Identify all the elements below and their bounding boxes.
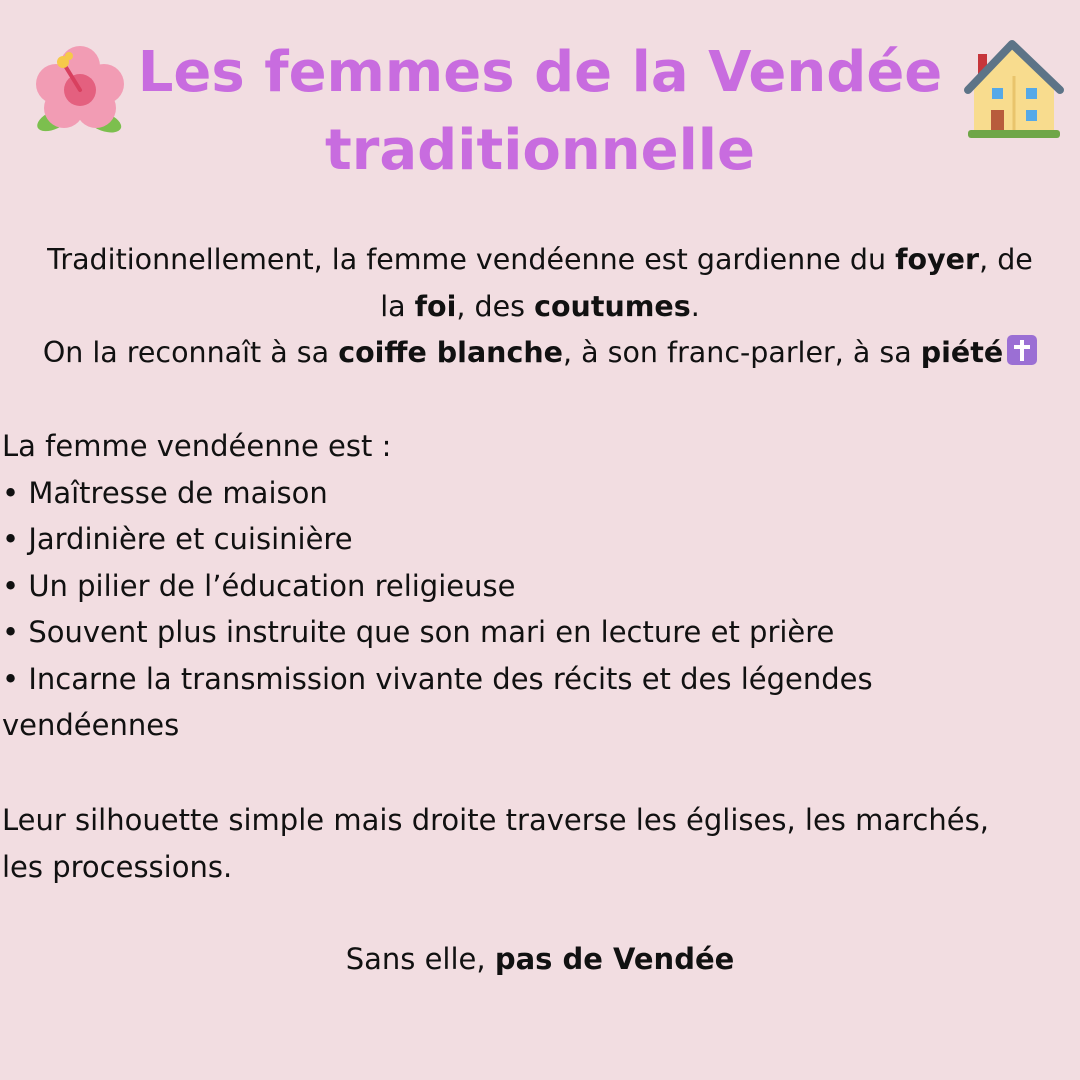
intro-text: la [380, 289, 415, 323]
final-statement [0, 936, 1080, 983]
house-icon [964, 36, 1064, 144]
intro-line-3 [0, 330, 1080, 377]
intro-paragraph [0, 237, 1080, 377]
intro-text: On la reconnaît à sa [42, 336, 339, 369]
list-item: • Maîtresse de maison [2, 475, 328, 510]
intro-text: Traditionnellement, la femme vendéenne est gardienne du [47, 243, 896, 276]
latin-cross-icon [1007, 335, 1037, 365]
closing-line-1: Leur silhouette simple mais droite traverse les églises, les marchés, [2, 803, 989, 837]
keyword-foi: foi [414, 289, 457, 323]
keyword-piete: piété [920, 336, 1004, 369]
list-item: • Incarne la transmission vivante des récits et des légendes [2, 661, 873, 696]
intro-line-2 [0, 284, 1080, 331]
intro-line-1 [0, 237, 1080, 284]
intro-text: , des [456, 289, 535, 323]
intro-text: . [690, 289, 700, 323]
closing-paragraph [2, 797, 1077, 890]
title-line-2: traditionnelle [325, 118, 755, 183]
final-emphasis: pas de Vendée [494, 942, 735, 976]
list-heading: La femme vendéenne est : [2, 429, 392, 463]
intro-text: , à son franc-parler, à sa [562, 336, 921, 369]
list-item-continuation: vendéennes [2, 708, 180, 742]
intro-text: , de [979, 243, 1033, 276]
final-text: Sans elle, [345, 942, 495, 976]
title-line-1: Les femmes de la Vendée [137, 40, 943, 105]
list-item: • Jardinière et cuisinière [2, 522, 353, 556]
list-item: • Un pilier de l’éducation religieuse [2, 568, 516, 603]
keyword-coutumes: coutumes [534, 289, 691, 323]
keyword-foyer: foyer [895, 243, 980, 276]
page-title [130, 34, 950, 190]
hibiscus-icon [32, 42, 128, 138]
qualities-list [2, 423, 1072, 749]
list-item: • Souvent plus instruite que son mari en lecture et prière [2, 615, 835, 649]
keyword-coiffe-blanche: coiffe blanche [338, 336, 563, 369]
closing-line-2: les processions. [2, 849, 233, 884]
